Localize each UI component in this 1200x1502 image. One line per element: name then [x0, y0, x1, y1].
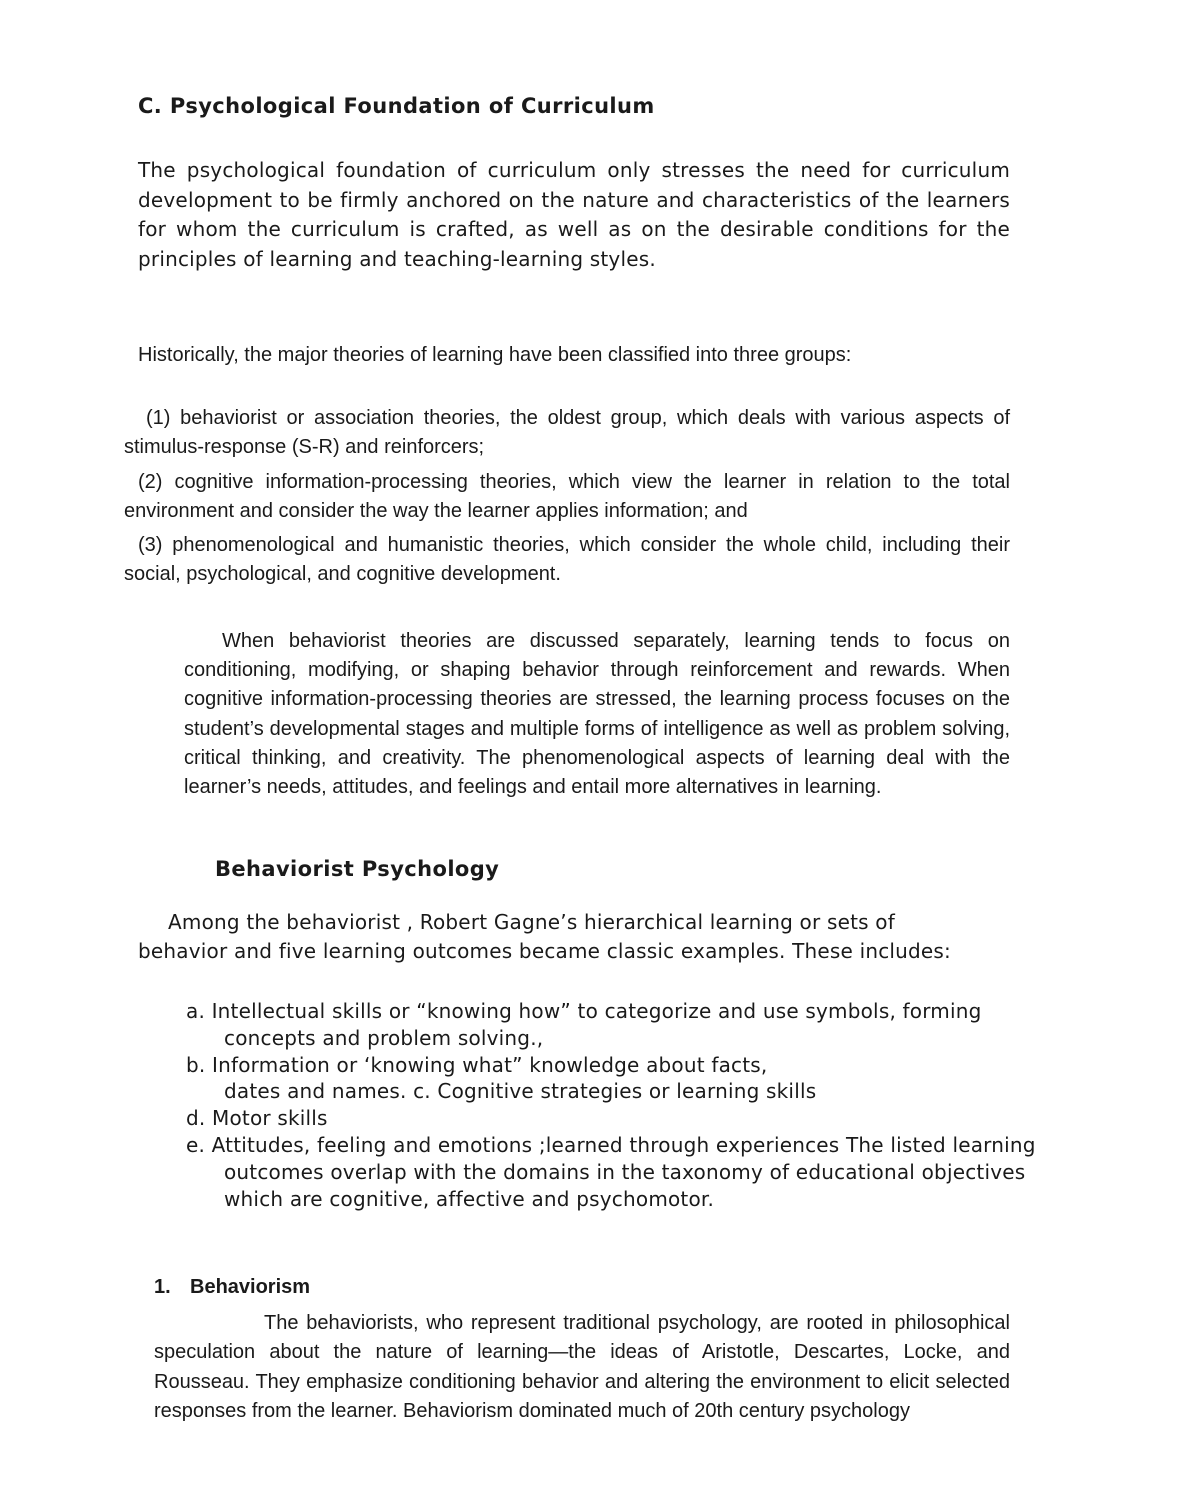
behaviorism-paragraph: The behaviorists, who represent traditional psychology, are rooted in philosophical speculation about the nature of learning—the ideas of Aristotle, Descartes, Locke, and Rousseau. They emphasize conditioning behavior and altering the environment to elicit selected responses from the learner. Behaviorism dominated much of 20th century psychology	[154, 1312, 1010, 1423]
section-c-heading: C. Psychological Foundation of Curriculum	[138, 94, 655, 118]
learning-outcome-a: a. Intellectual skills or “knowing how” to categorize and use symbols, forming concepts and problem solving.,	[186, 999, 982, 1050]
behaviorism-number: 1.	[154, 1276, 171, 1298]
behaviorism-heading	[154, 1276, 310, 1299]
behaviorism-title: Behaviorism	[190, 1276, 311, 1298]
learning-outcome-e: e. Attitudes, feeling and emotions ;learned through experiences The listed learning outcomes overlap with the domains in the taxonomy of educational objectives which are cognitive, affective and psychomotor.	[186, 1132, 1036, 1211]
learning-outcomes-list	[186, 998, 1066, 1212]
theory-item-1: (1) behaviorist or association theories, the oldest group, which deals with various aspects of stimulus-response (S-R) and reinforcers;	[124, 407, 1010, 458]
theory-item-2: (2) cognitive information-processing theories, which view the learner in relation to the total environment and consider the way the learner applies information; and	[124, 471, 1010, 522]
gagne-intro-paragraph: Among the behaviorist , Robert Gagne’s hierarchical learning or sets of behavior and five learning outcomes became classic examples. These includes:	[138, 910, 951, 963]
behaviorist-theories-paragraph: When behaviorist theories are discussed separately, learning tends to focus on conditioning, modifying, or shaping behavior through reinforcement and rewards. When cognitive information-processing theories are stressed, the learning process focuses on the student’s developmental stages and multiple forms of intelligence as well as problem solving, critical thinking, and creativity. The phenomenological aspects of learning deal with the learner’s needs, attitudes, and feelings and entail more alternatives in learning.	[184, 630, 1010, 799]
learning-outcome-d: d. Motor skills	[186, 1106, 328, 1131]
historically-paragraph: Historically, the major theories of learning have been classified into three groups:	[138, 344, 852, 366]
theory-item-3: (3) phenomenological and humanistic theories, which consider the whole child, including their social, psychological, and cognitive development.	[124, 534, 1010, 585]
section-c-intro: The psychological foundation of curriculum only stresses the need for curriculum development to be firmly anchored on the nature and characteristics of the learners for whom the curriculum is crafted, as well as on the desirable conditions for the principles of learning and teaching-learning styles.	[138, 158, 1010, 271]
behaviorist-psychology-heading: Behaviorist Psychology	[215, 857, 500, 881]
learning-outcome-b: b. Information or ‘knowing what” knowledge about facts, dates and names. c. Cognitive strategies or learning skills	[186, 1052, 817, 1104]
